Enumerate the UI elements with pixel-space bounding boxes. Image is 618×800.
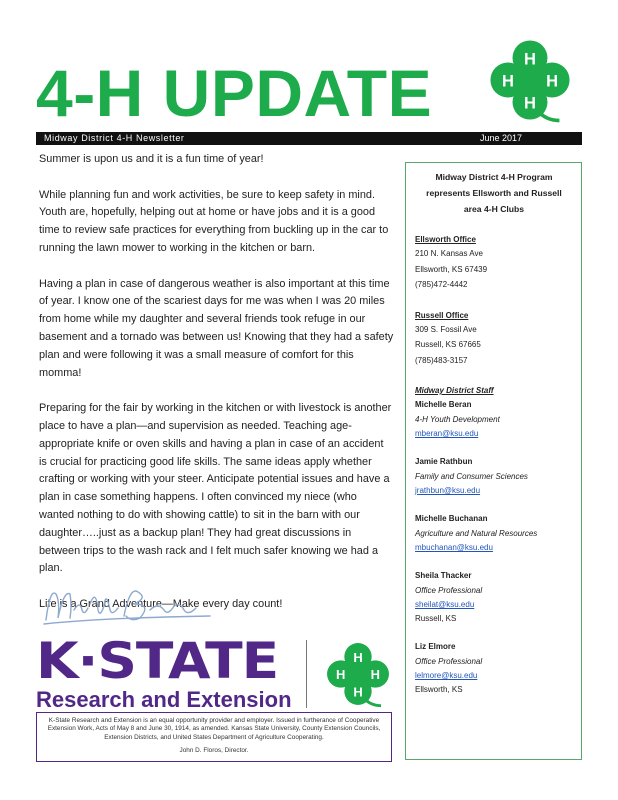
staff-email-link[interactable]: mbuchanan@ksu.edu [415, 543, 493, 552]
office-name: Russell Office [415, 310, 469, 320]
kstate-research-extension-logo [36, 632, 298, 712]
svg-text:H: H [353, 684, 363, 700]
svg-text:H: H [370, 667, 380, 683]
equal-opportunity-disclaimer [36, 712, 392, 762]
staff-location: Ellsworth, KS [415, 685, 463, 694]
svg-text:H: H [353, 649, 363, 665]
newsletter-title: 4-H UPDATE [36, 56, 433, 130]
staff-list [415, 397, 573, 697]
svg-text:H: H [524, 93, 536, 113]
newsletter-name: Midway District 4-H Newsletter [44, 133, 185, 143]
staff-heading: Midway District Staff [415, 386, 494, 395]
office-name: Ellsworth Office [415, 235, 476, 244]
office-phone: (785)483-3157 [415, 355, 468, 365]
staff-name: Michelle Beran [415, 400, 472, 409]
director-credit: John D. Floros, Director. [179, 747, 249, 755]
svg-text:H: H [524, 49, 536, 69]
paragraph: Summer is upon us and it is a fun time of year! [39, 153, 264, 165]
staff-email-link[interactable]: jrathbun@ksu.edu [415, 486, 481, 495]
staff-name: Liz Elmore [415, 642, 456, 651]
four-h-clover-logo [322, 638, 394, 710]
svg-text:H: H [546, 71, 559, 91]
kstate-subtitle: Research and Extension [36, 687, 292, 712]
handwritten-signature [40, 580, 220, 630]
staff-email-link[interactable]: lelmore@ksu.edu [415, 671, 478, 680]
office-city: Ellsworth, KS 67439 [415, 264, 488, 274]
staff-role: Family and Consumer Sciences [415, 472, 528, 481]
staff-role: 4-H Youth Development [415, 415, 500, 424]
newsletter-masthead-bar [36, 132, 582, 145]
office-phone: (785)472-4442 [415, 280, 468, 289]
paragraph: Preparing for the fair by working in the kitchen or with livestock is another place to have a plan—and supervision as needed. Teaching age-appropriate knife or oven skills and having a plan in case of an accident is crucial for practicing good life skills. The same ideas apply whether crafting or working with your steer. Anticipate potential issues and have a plan in case something happens. I often convinced my niece (who wanted nothing to do with showing cattle) to sit in the barn with our daughter…..just as a backup plan! They had great discussions in between trips to the wash rack and I felt much safer knowing we had a plan. [39, 402, 392, 575]
staff-email-link[interactable]: mberan@ksu.edu [415, 429, 479, 438]
paragraph: Having a plan in case of dangerous weather is also important at this time of year. I know one of the scariest days for me was when I was 20 miles from home while my daughter and several friends took refuge in our basement and a tornado was between us! Knowing that they had a safety plan and were following it was a small measure of comfort for this momma! [39, 277, 394, 379]
four-h-clover-logo [484, 34, 576, 126]
program-statement: Midway District 4-H Program represents Ellsworth and Russell area 4-H Clubs [426, 172, 562, 214]
logo-divider [306, 640, 307, 708]
staff-email-link[interactable]: sheilat@ksu.edu [415, 600, 475, 609]
office-street: 210 N. Kansas Ave [415, 249, 483, 258]
staff-role: Office Professional [415, 586, 483, 595]
staff-member [415, 454, 573, 498]
newsletter-date: June 2017 [480, 133, 523, 143]
office-russell [415, 309, 573, 369]
office-city: Russell, KS 67665 [415, 340, 481, 349]
svg-text:H: H [501, 71, 514, 91]
staff-name: Jamie Rathbun [415, 457, 473, 466]
staff-role: Office Professional [415, 657, 483, 666]
staff-member [415, 568, 573, 626]
svg-text:H: H [336, 667, 346, 683]
kstate-wordmark: K·STATE [36, 632, 279, 690]
staff-name: Sheila Thacker [415, 571, 472, 580]
staff-location: Russell, KS [415, 614, 457, 623]
staff-member [415, 511, 573, 555]
office-ellsworth [415, 233, 573, 293]
office-street: 309 S. Fossil Ave [415, 324, 477, 334]
staff-member [415, 639, 573, 697]
staff-member [415, 397, 573, 441]
paragraph: Life is a Grand Adventure—Make every day count! [39, 597, 283, 610]
staff-role: Agriculture and Natural Resources [415, 529, 538, 538]
staff-name: Michelle Buchanan [415, 514, 488, 523]
paragraph: While planning fun and work activities, be sure to keep safety in mind. Youth are, hopefully, helping out at home or have jobs and it is a good time to review safe practices for everything from buckling up in the car to running the lawn mower to working in the kitchen or barn. [39, 188, 389, 254]
sidebar-contact-box [405, 162, 582, 760]
disclaimer-text: K-State Research and Extension is an equal opportunity provider and employer. Issued in furtherance of Cooperative Extension Work, Acts of May 8 and June 30, 1914, as amended. Kansas State University, County Extension Councils, Extension Districts, and United States Department of Agriculture Cooperating. [47, 717, 381, 741]
article-body [39, 151, 394, 632]
